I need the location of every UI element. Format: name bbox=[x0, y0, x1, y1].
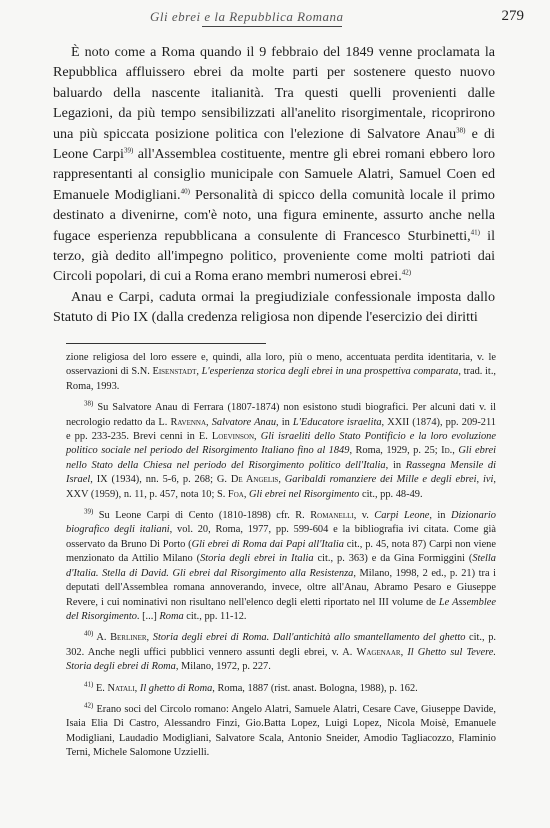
note-ref: 39) bbox=[123, 146, 134, 155]
page-number: 279 bbox=[501, 8, 524, 24]
italic-text: Gli ebrei nel Risorgimento bbox=[249, 488, 360, 500]
text-run: il terzo, già dedito all'impegno politico, proveniente come molti patrioti dai Circoli popolari, di cui a Roma erano membri numerosi ebrei. bbox=[53, 227, 495, 285]
body-paragraph bbox=[53, 42, 495, 287]
italic-text: Storia degli ebrei di Roma. Dall'antichità allo smantellamento del ghetto bbox=[152, 632, 466, 644]
italic-text: Storia degli ebrei in Italia bbox=[200, 553, 314, 565]
text-run: , in bbox=[385, 459, 406, 471]
text-run: Anau e Carpi, caduta ormai la pregiudiziale confessionale imposta dallo Statuto di Pio IX (dalla credenza religiosa non dipende l'esercizio dei diritti bbox=[53, 288, 495, 326]
note-ref: 38) bbox=[84, 399, 94, 408]
text-run: cit., pp. 11-12. bbox=[183, 610, 247, 622]
footnotes bbox=[66, 351, 496, 768]
running-title: Gli ebrei e la Repubblica Romana bbox=[150, 9, 344, 24]
italic-text: Gli ebrei di Roma dai Papi all'Italia bbox=[191, 538, 344, 550]
italic-text: Salvatore Anau bbox=[211, 416, 277, 428]
note-ref: 39) bbox=[84, 507, 94, 516]
text-run: cit., p. 302. Anche negli uffici pubblici vennero assunti degli ebrei, v. A. bbox=[66, 632, 496, 658]
text-run: , bbox=[476, 474, 483, 486]
italic-text: Le Assemblee del Risorgimento bbox=[66, 596, 496, 622]
footnote-divider bbox=[66, 343, 266, 344]
note-ref: 42) bbox=[401, 268, 412, 277]
author-name: Wagenaar bbox=[356, 646, 401, 658]
body-paragraph bbox=[53, 287, 495, 328]
text-run: , Roma, 1887 (rist. anast. Bologna, 1988), p. 162. bbox=[212, 682, 418, 694]
italic-text: Gli israeliti dello Stato Pontificio e la loro evoluzione politico sociale nel periodo del Risorgimento Italiano fino al 1849 bbox=[66, 431, 496, 457]
footnote-38 bbox=[66, 401, 496, 502]
text-run: E. bbox=[93, 682, 108, 694]
text-run: , bbox=[243, 488, 250, 500]
note-ref: 38) bbox=[456, 125, 466, 134]
text-run: , Milano, 1998, 2 ed., p. 21) tra i deputati dell'Assemblea romana annoverando, invece, oltre all'Anau, Abramo Pesaro e Giuseppe Revere, i cui nominativi non risultano nell'elenco degli eletti riportato nel III volume de bbox=[66, 567, 496, 608]
text-run: , Milano, 1972, p. 227. bbox=[175, 661, 271, 673]
text-run: . [...] bbox=[136, 610, 160, 622]
author-name: Natali bbox=[107, 682, 135, 694]
text-run: , in bbox=[276, 416, 293, 428]
italic-text: Carpi Leone bbox=[374, 510, 430, 522]
author-name: Ravenna bbox=[170, 416, 207, 428]
footnote-42 bbox=[66, 703, 496, 761]
text-run: , in bbox=[429, 510, 451, 522]
text-run: zione religiosa del loro essere e, quindi, alla loro, più o meno, accentuata perdita identitaria, v. le osservazioni di S.N. bbox=[66, 352, 496, 378]
italic-text: L'Educatore israelita bbox=[292, 416, 382, 428]
text-run: cit., p. 363) e da Gina Formiggini ( bbox=[313, 553, 473, 565]
text-run: Su Salvatore Anau di Ferrara (1807-1874) non esistono studi biografici. Per alcuni dati v. il necrologio redatto da L. bbox=[66, 402, 496, 428]
text-run: , trad. it., Roma, 1993. bbox=[66, 366, 497, 392]
note-ref: 40) bbox=[84, 629, 94, 638]
text-run: , bbox=[146, 632, 153, 644]
text-run: Su Leone Carpi di Cento (1810-1898) cfr. R. bbox=[93, 510, 311, 522]
italic-text: Rassegna Mensile di Israel bbox=[66, 459, 496, 486]
italic-text: Il ghetto di Roma bbox=[139, 682, 213, 694]
italic-text: Roma bbox=[159, 610, 184, 622]
note-ref: 42) bbox=[84, 701, 94, 710]
text-run: all'Assemblea costituente, mentre gli ebrei romani ebbero loro rappresentanti al consiglio municipale con Samuele Alatri, Samuel Coen ed Emanuele Modigliani. bbox=[53, 146, 495, 203]
note-ref: 41) bbox=[470, 227, 480, 236]
text-run: , vol. 20, Roma, 1977, pp. 599-604 e la bibliografia ivi citata. Come già osservato da Bruno Di Porto ( bbox=[66, 524, 496, 550]
italic-text: Dizionario biografico degli italiani bbox=[66, 510, 496, 536]
author-name: Id. bbox=[441, 445, 453, 457]
text-run: , XXV (1959), n. 11, p. 457, nota 10; S. bbox=[66, 474, 496, 500]
note-ref: 41) bbox=[84, 680, 94, 689]
main-text bbox=[53, 42, 495, 328]
footnote-continuation bbox=[66, 351, 496, 394]
italic-text: Gli ebrei nello Stato della Chiesa nel periodo del Risorgimento politico dell'Italia bbox=[66, 445, 496, 471]
footnote-40 bbox=[66, 631, 496, 674]
italic-text: Garibaldi romanziere dei Mille e degli ebrei bbox=[284, 474, 477, 486]
footnote-39 bbox=[66, 509, 496, 624]
text-run: , bbox=[254, 431, 261, 443]
text-run: A. bbox=[93, 632, 111, 644]
author-name: Berliner bbox=[110, 632, 147, 644]
header-underline bbox=[202, 26, 342, 27]
footnote-41 bbox=[66, 682, 496, 696]
italic-text: Il Ghetto sul Tevere. Storia degli ebrei di Roma bbox=[66, 646, 497, 673]
author-name: Eisenstadt bbox=[152, 366, 197, 378]
text-run: , Roma, 1929, p. 25; bbox=[349, 445, 442, 457]
text-run: , bbox=[452, 445, 459, 457]
text-run: , v. bbox=[353, 510, 375, 522]
text-run: cit., p. 45, nota 87) Carpi non viene menzionato da Attilio Milano ( bbox=[66, 538, 496, 565]
text-run: , bbox=[278, 474, 285, 486]
text-run: , bbox=[196, 366, 202, 378]
text-run: , bbox=[400, 646, 408, 658]
text-run: , bbox=[134, 682, 140, 694]
text-run: cit., pp. 48-49. bbox=[359, 488, 423, 500]
text-run: È noto come a Roma quando il 9 febbraio del 1849 venne proclamata la Repubblica affluissero ebrei da molte parti per sostenere questo nuovo baluardo della nascente italianità. Tra questi quelli provenienti dalle Legazioni, da più tempo sensibilizzati all'anelito risorgimentale, ricoprirono una più spiccata posizione politica con l'elezione di Salvatore Anau bbox=[53, 44, 495, 142]
author-name: Foa bbox=[227, 488, 244, 500]
author-name: Loevinson bbox=[211, 431, 255, 443]
italic-text: ivi bbox=[483, 474, 494, 486]
page-header bbox=[150, 6, 540, 28]
text-run: , bbox=[206, 416, 212, 428]
text-run: , IX (1934), nn. 5-6, p. 268; G. bbox=[90, 474, 231, 486]
text-run: , XXII (1874), pp. 209-211 e pp. 233-235. Brevi cenni in E. bbox=[66, 416, 496, 443]
note-ref: 40) bbox=[180, 187, 190, 196]
italic-text: L'esperienza storica degli ebrei in una prospettiva comparata bbox=[201, 366, 459, 378]
text-run: e di Leone Carpi bbox=[53, 125, 495, 163]
author-name: De Angelis bbox=[230, 474, 279, 486]
italic-text: Stella d'Italia. Stella di David. Gli ebrei dal Risorgimento alla Resistenza bbox=[66, 553, 496, 579]
text-run: Erano soci del Circolo romano: Angelo Alatri, Samuele Alatri, Cesare Cave, Giuseppe Davide, Isaia Elia Di Castro, Alessandro Finzi, Gio.Batta Lopez, Luigi Lopez, Nicola Moisè, Emanuele Modigliani, Laudadio Modigliani, Salvatore Scala, Antonio Sneider, Amodio Tagliacozzo, Flaminio Terni, Michele Salomone Uzzielli. bbox=[66, 703, 496, 759]
author-name: Romanelli bbox=[310, 510, 354, 522]
text-run: Personalità di spicco della comunità locale il primo destinato a divenirne, com'è noto, una figura eminente, assurto anche nella fugace esperienza repubblicana a consulente di Francesco Sturbinetti, bbox=[53, 186, 495, 244]
